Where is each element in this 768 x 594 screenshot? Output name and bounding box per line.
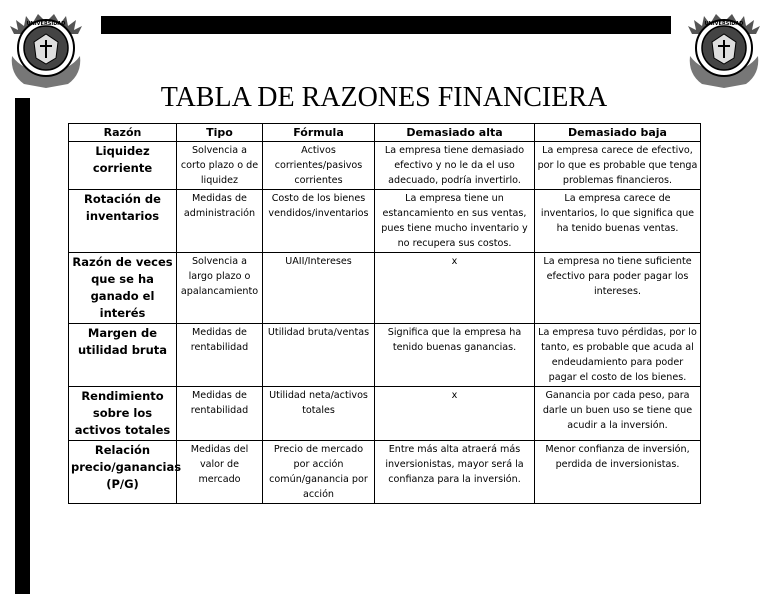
ratio-formula: Utilidad neta/activos totales bbox=[263, 387, 375, 441]
table-row bbox=[69, 387, 701, 441]
ratio-too-high: Significa que la empresa ha tenido buenas ganancias. bbox=[375, 324, 535, 387]
table-row bbox=[69, 253, 701, 324]
financial-ratios-table bbox=[68, 123, 701, 504]
ratio-type: Solvencia a largo plazo o apalancamiento bbox=[177, 253, 263, 324]
header-formula: Fórmula bbox=[263, 124, 375, 142]
header-demasiado-baja: Demasiado baja bbox=[535, 124, 701, 142]
ratio-too-high: La empresa tiene un estancamiento en sus ventas, pues tiene mucho inventario y no recupera sus costos. bbox=[375, 190, 535, 253]
seal-text: UNIVERSIDAD bbox=[26, 21, 66, 27]
ratio-formula: Precio de mercado por acción común/ganancia por acción bbox=[263, 441, 375, 504]
seal-text: UNIVERSIDAD bbox=[704, 21, 744, 27]
table-row bbox=[69, 441, 701, 504]
ratio-name: Rotación de inventarios bbox=[69, 190, 177, 253]
ratio-type: Medidas de rentabilidad bbox=[177, 387, 263, 441]
ratio-name: Margen de utilidad bruta bbox=[69, 324, 177, 387]
ratio-too-low: La empresa tuvo pérdidas, por lo tanto, es probable que acuda al endeudamiento para poder pagar el costo de los bienes. bbox=[535, 324, 701, 387]
table-row bbox=[69, 142, 701, 190]
header-demasiado-alta: Demasiado alta bbox=[375, 124, 535, 142]
ratio-name: Rendimiento sobre los activos totales bbox=[69, 387, 177, 441]
seal-icon bbox=[688, 4, 760, 88]
header-tipo: Tipo bbox=[177, 124, 263, 142]
table-row bbox=[69, 190, 701, 253]
page-title: TABLA DE RAZONES FINANCIERA bbox=[160, 82, 608, 113]
header-razon: Razón bbox=[69, 124, 177, 142]
university-seal-left bbox=[10, 4, 82, 88]
ratio-type: Solvencia a corto plazo o de liquidez bbox=[177, 142, 263, 190]
ratio-type: Medidas del valor de mercado bbox=[177, 441, 263, 504]
ratio-too-low: La empresa carece de efectivo, por lo que es probable que tenga problemas financieros. bbox=[535, 142, 701, 190]
ratio-too-low: La empresa no tiene suficiente efectivo para poder pagar los intereses. bbox=[535, 253, 701, 324]
ratio-name: Razón de veces que se ha ganado el interés bbox=[69, 253, 177, 324]
table-row bbox=[69, 324, 701, 387]
ratio-too-high: Entre más alta atraerá más inversionistas, mayor será la confianza para la inversión. bbox=[375, 441, 535, 504]
left-black-bar bbox=[15, 98, 30, 594]
ratio-type: Medidas de administración bbox=[177, 190, 263, 253]
ratio-type: Medidas de rentabilidad bbox=[177, 324, 263, 387]
ratio-too-low: Menor confianza de inversión, perdida de inversionistas. bbox=[535, 441, 701, 504]
ratio-formula: Activos corrientes/pasivos corrientes bbox=[263, 142, 375, 190]
ratio-too-low: La empresa carece de inventarios, lo que significa que ha tenido buenas ventas. bbox=[535, 190, 701, 253]
ratio-too-high: x bbox=[375, 253, 535, 324]
ratio-name: Relación precio/ganancias (P/G) bbox=[69, 441, 177, 504]
ratio-name: Liquidez corriente bbox=[69, 142, 177, 190]
ratio-too-high: x bbox=[375, 387, 535, 441]
seal-icon bbox=[10, 4, 82, 88]
ratio-too-high: La empresa tiene demasiado efectivo y no le da el uso adecuado, podría invertirlo. bbox=[375, 142, 535, 190]
ratio-formula: Utilidad bruta/ventas bbox=[263, 324, 375, 387]
ratio-too-low: Ganancia por cada peso, para darle un buen uso se tiene que acudir a la inversión. bbox=[535, 387, 701, 441]
ratio-formula: UAII/Intereses bbox=[263, 253, 375, 324]
table-header-row bbox=[69, 124, 701, 142]
university-seal-right bbox=[688, 4, 760, 88]
top-black-bar bbox=[101, 16, 671, 34]
ratio-formula: Costo de los bienes vendidos/inventarios bbox=[263, 190, 375, 253]
